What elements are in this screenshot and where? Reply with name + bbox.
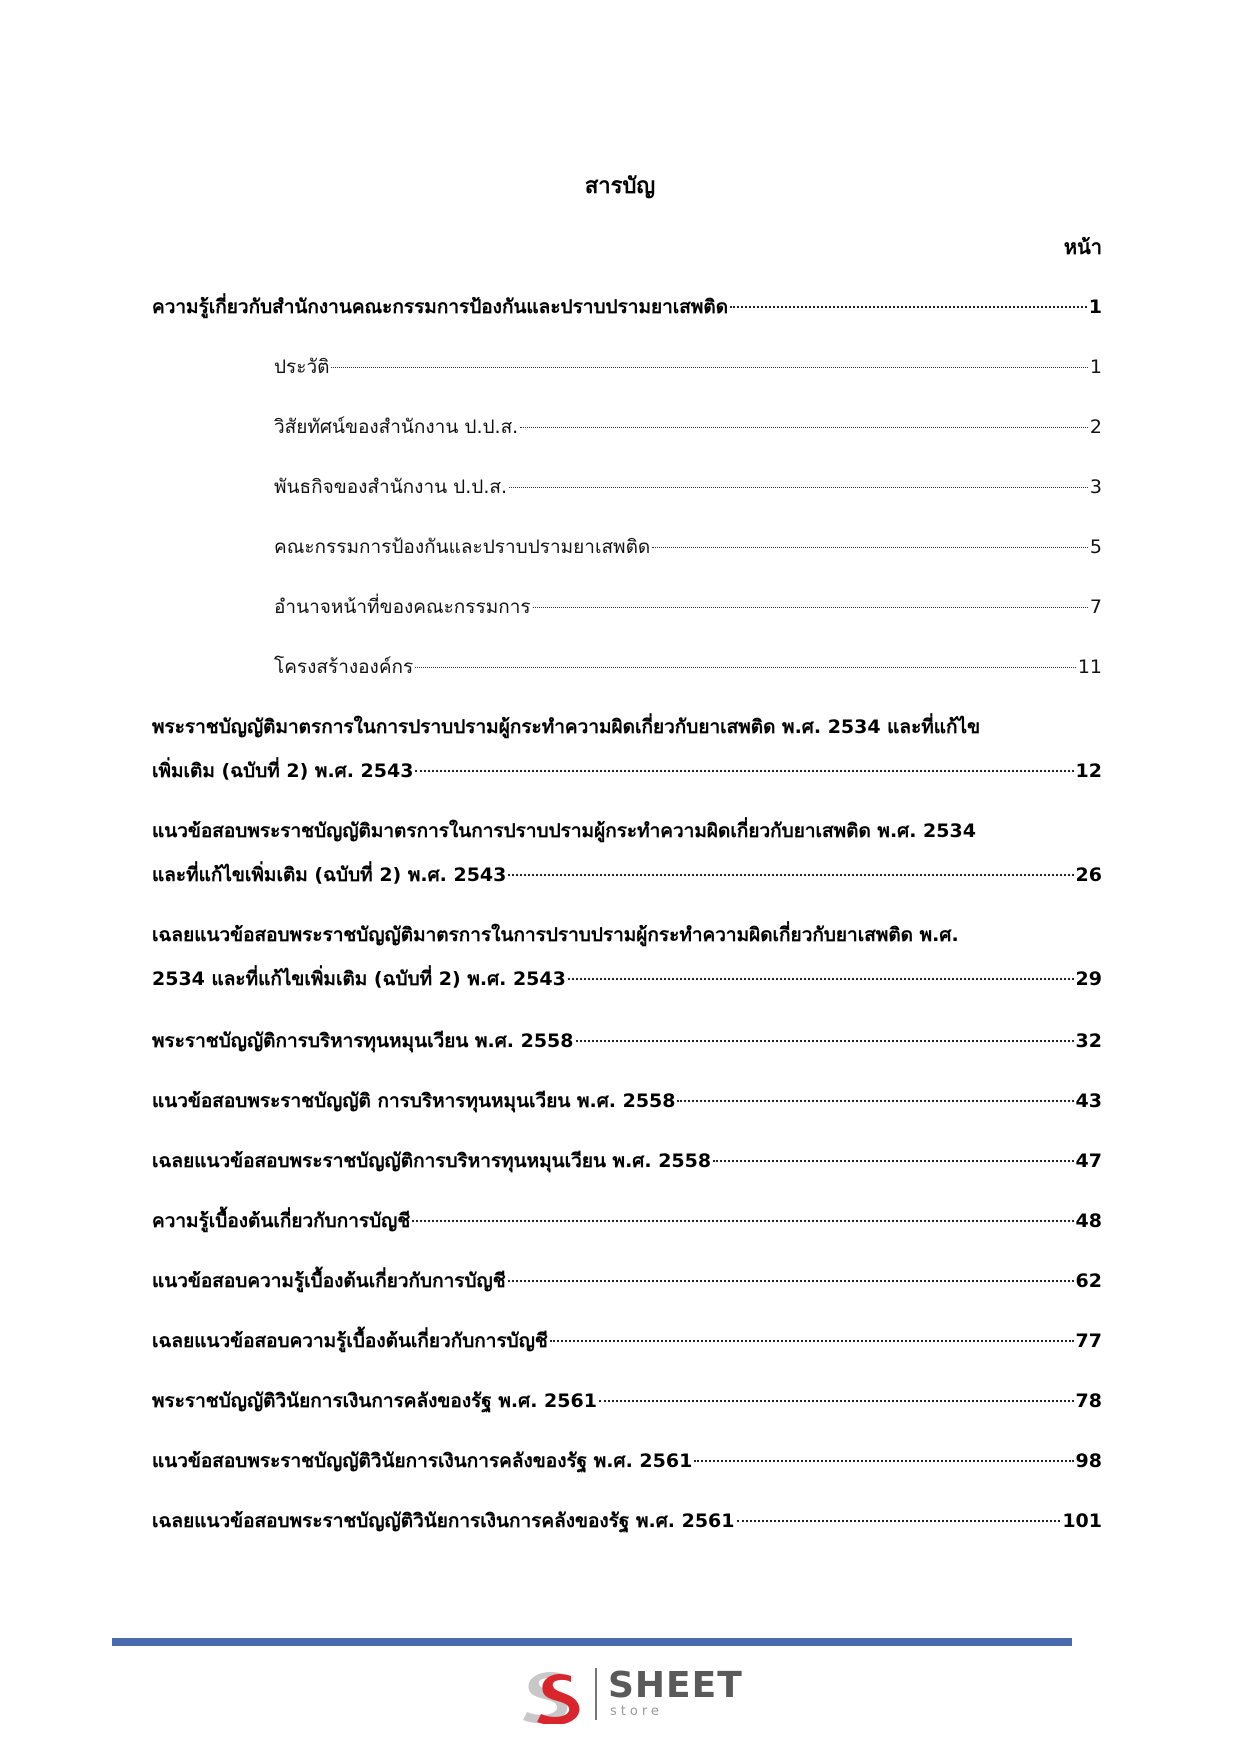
logo-text: SHEET [608,1665,743,1706]
toc-entry[interactable] [152,816,1102,890]
dot-leader [415,667,1076,668]
toc-subentry[interactable] [274,592,1102,622]
dot-leader [568,978,1074,980]
toc-entry[interactable] [152,1506,1102,1536]
toc-entry-page: 43 [1075,1090,1102,1112]
dot-leader [508,874,1073,876]
toc-entry[interactable] [152,712,1102,786]
toc-entry-title: แนวข้อสอบพระราชบัญญัติ การบริหารทุนหมุนเวียน พ.ศ. 2558 [152,1090,676,1112]
toc-subentry[interactable] [274,532,1102,562]
toc-entry-title: โครงสร้างองค์กร [274,656,414,678]
toc-entry-title: ความรู้เกี่ยวกับสำนักงานคณะกรรมการป้องกันและปราบปรามยาเสพติด [152,296,729,318]
toc-subentry[interactable] [274,352,1102,382]
toc-entry[interactable] [152,292,1102,322]
toc-entry-page: 78 [1075,1390,1102,1412]
toc-entry[interactable] [152,1446,1102,1476]
toc-entry-page: 48 [1075,1210,1102,1232]
dot-leader [412,1220,1073,1222]
dot-leader [677,1100,1073,1102]
dot-leader [652,547,1088,548]
toc-entry[interactable] [152,920,1102,994]
toc-entry-title-line2: เพิ่มเติม (ฉบับที่ 2) พ.ศ. 2543 [152,760,414,782]
dot-leader [576,1040,1074,1042]
toc-entry-title-line1: พระราชบัญญัติมาตรการในการปราบปรามผู้กระทำความผิดเกี่ยวกับยาเสพติด พ.ศ. 2534 และที่แก้ไข [152,716,981,738]
toc-entry[interactable] [152,1386,1102,1416]
dot-leader [694,1460,1073,1462]
toc-entry-page: 5 [1089,536,1102,558]
logo-subtext: store [610,1704,663,1719]
toc-entry-page: 62 [1075,1270,1102,1292]
toc-entry[interactable] [152,1266,1102,1296]
toc-entry-title: ความรู้เบื้องต้นเกี่ยวกับการบัญชี [152,1210,411,1232]
dot-leader [331,367,1087,368]
toc-entry-page: 2 [1089,416,1102,438]
toc-entry-title: เฉลยแนวข้อสอบพระราชบัญญัติวินัยการเงินการคลังของรัฐ พ.ศ. 2561 [152,1510,735,1532]
toc-entry-page: 32 [1075,1030,1102,1052]
logo-divider [595,1668,597,1720]
toc-entry-title: อำนาจหน้าที่ของคณะกรรมการ [274,596,531,618]
toc-entry-page: 77 [1075,1330,1102,1352]
toc-entry-page: 7 [1089,596,1102,618]
dot-leader [509,487,1088,488]
dot-leader [599,1400,1074,1402]
dot-leader [550,1340,1074,1342]
toc-entry-title: แนวข้อสอบความรู้เบื้องต้นเกี่ยวกับการบัญชี [152,1270,506,1292]
toc-entry-page: 47 [1075,1150,1102,1172]
toc-subentry[interactable] [274,412,1102,442]
toc-entry-page: 26 [1075,864,1102,886]
dot-leader [730,306,1087,308]
toc-entry-page: 11 [1077,656,1102,678]
toc-entry-title: แนวข้อสอบพระราชบัญญัติวินัยการเงินการคลังของรัฐ พ.ศ. 2561 [152,1450,693,1472]
toc-entry-page: 1 [1089,356,1102,378]
toc-subentry[interactable] [274,652,1102,682]
toc-entry[interactable] [152,1326,1102,1356]
toc-entry-title-line1: แนวข้อสอบพระราชบัญญัติมาตรการในการปราบปรามผู้กระทำความผิดเกี่ยวกับยาเสพติด พ.ศ. 2534 [152,820,976,842]
toc-entry-page: 12 [1075,760,1102,782]
toc-entry[interactable] [152,1146,1102,1176]
toc-entry-title: พระราชบัญญัติวินัยการเงินการคลังของรัฐ พ.ศ. 2561 [152,1390,597,1412]
dot-leader [415,770,1073,772]
dot-leader [520,427,1088,428]
toc-entry-title: พันธกิจของสำนักงาน ป.ป.ส. [274,476,507,498]
toc-entry-title-line1: เฉลยแนวข้อสอบพระราชบัญญัติมาตรการในการปราบปรามผู้กระทำความผิดเกี่ยวกับยาเสพติด พ.ศ. [152,924,959,946]
toc-title: สารบัญ [584,174,656,199]
table-of-contents [152,0,1102,1600]
toc-entry-page: 1 [1088,296,1102,318]
toc-entry-title-line2: 2534 และที่แก้ไขเพิ่มเติม (ฉบับที่ 2) พ.ศ. 2543 [152,968,566,990]
toc-entry-title: วิสัยทัศน์ของสำนักงาน ป.ป.ส. [274,416,519,438]
toc-entry-title-line2: และที่แก้ไขเพิ่มเติม (ฉบับที่ 2) พ.ศ. 2543 [152,864,507,886]
footer-rule [112,1638,1072,1646]
toc-entry[interactable] [152,1026,1102,1056]
toc-entry-page: 3 [1089,476,1102,498]
toc-entry-title: เฉลยแนวข้อสอบความรู้เบื้องต้นเกี่ยวกับการบัญชี [152,1330,548,1352]
dot-leader [737,1520,1061,1522]
toc-entry-title: พระราชบัญญัติการบริหารทุนหมุนเวียน พ.ศ. 2558 [152,1030,574,1052]
toc-subentry[interactable] [274,472,1102,502]
toc-entry-page: 98 [1075,1450,1102,1472]
toc-entry-title: เฉลยแนวข้อสอบพระราชบัญญัติการบริหารทุนหมุนเวียน พ.ศ. 2558 [152,1150,712,1172]
dot-leader [713,1160,1073,1162]
toc-entry-page: 101 [1062,1510,1102,1532]
dot-leader [508,1280,1074,1282]
dot-leader [533,607,1088,608]
toc-entry-title: ประวัติ [274,356,330,378]
page-column-label: หน้า [1063,235,1102,259]
toc-entry-page: 29 [1075,968,1102,990]
toc-entry[interactable] [152,1206,1102,1236]
toc-entry[interactable] [152,1086,1102,1116]
toc-entry-title: คณะกรรมการป้องกันและปราบปรามยาเสพติด [274,536,651,558]
